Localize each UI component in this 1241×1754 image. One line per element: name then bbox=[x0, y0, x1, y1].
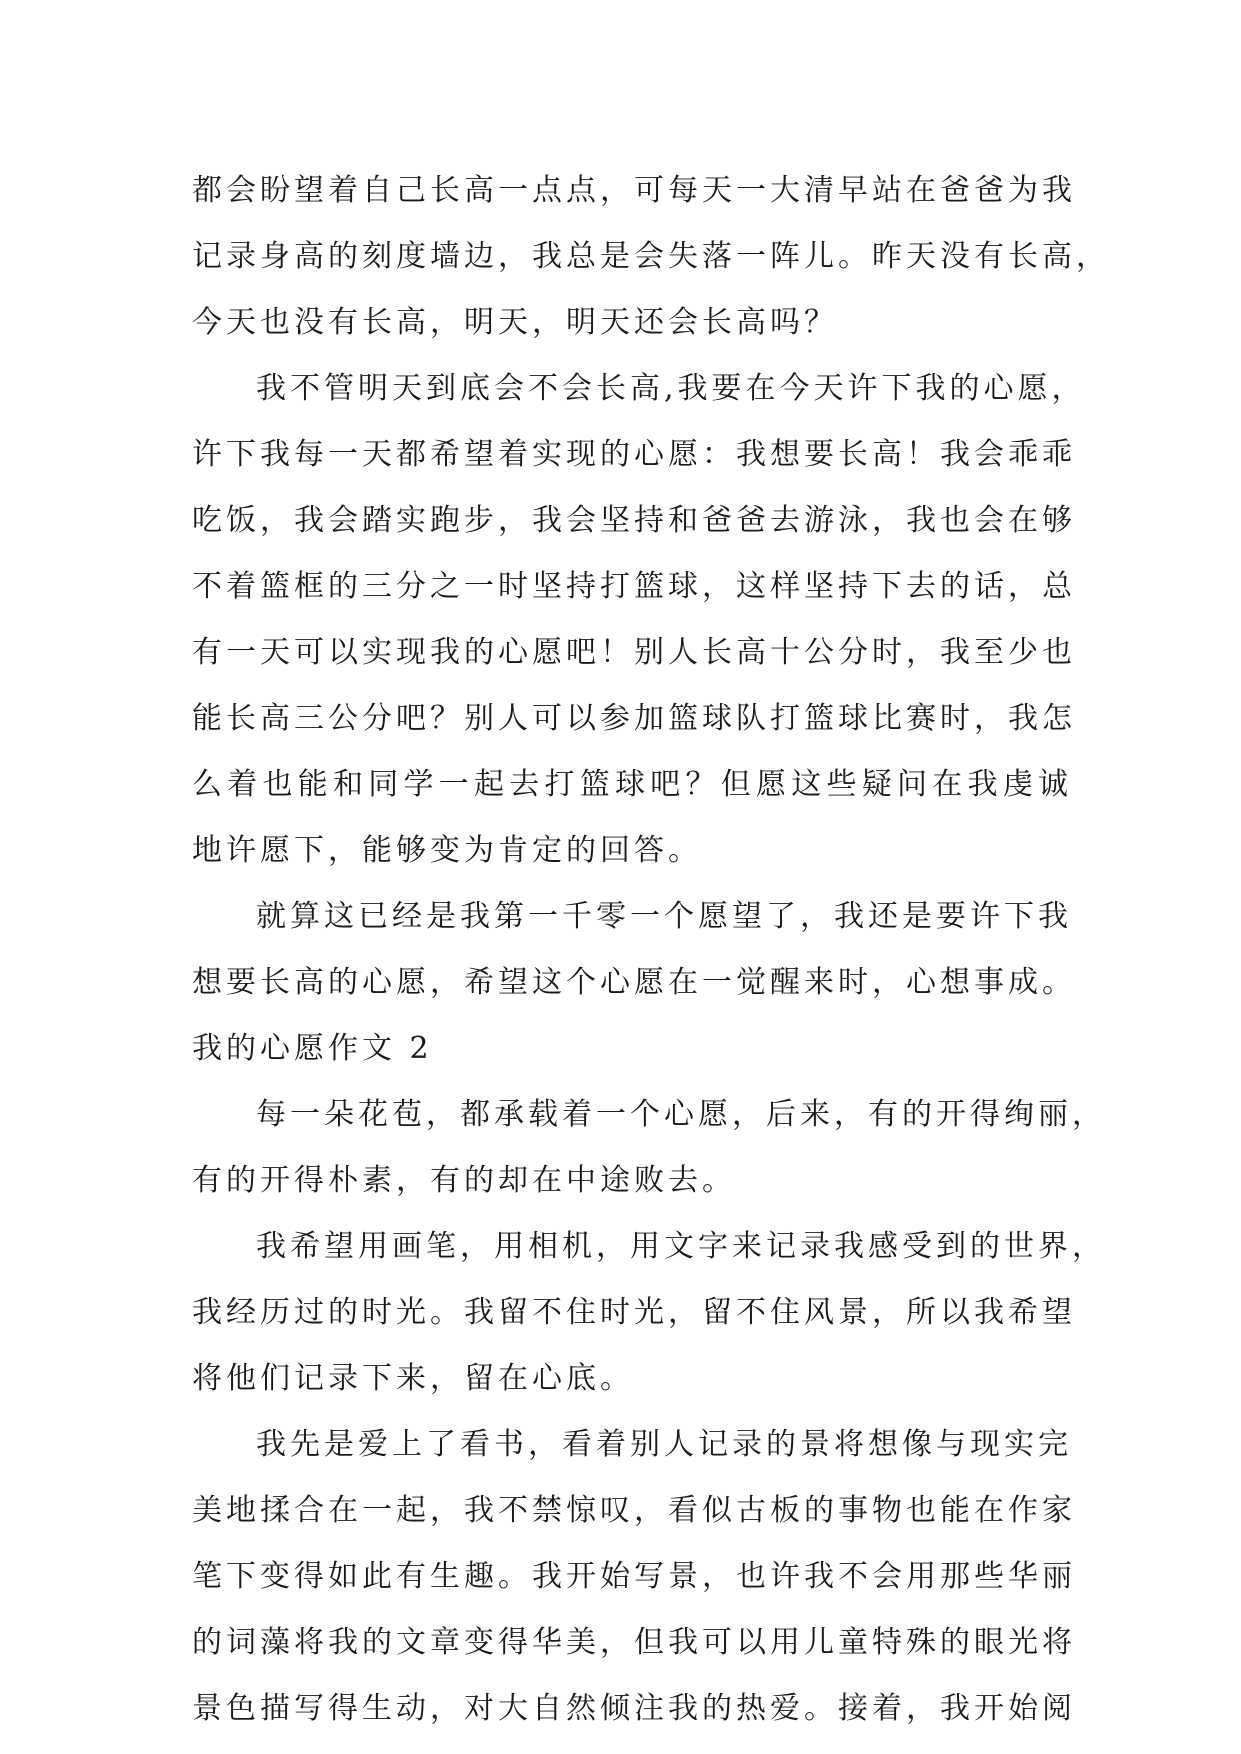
text-line-content: 将他们记录下来，留在心底。 bbox=[192, 1361, 634, 1396]
text-line-content: 的 词 藻 将 我 的 文 章 变 得 华 美 ， 但 我 可 以 用 儿 童 特 殊 的 眼 光 将 bbox=[192, 1625, 1076, 1660]
text-line-content: 景 色 描 写 得 生 动 ， 对 大 自 然 倾 注 我 的 热 爱 。 接 着 ， 我 开 始 阅 bbox=[192, 1691, 1076, 1726]
text-line-content: 我的心愿作文 2 bbox=[192, 1031, 433, 1066]
text-line bbox=[192, 1412, 1072, 1478]
text-line-content: 不 着 篮 框 的 三 分 之 一 时 坚 持 打 篮 球 ， 这 样 坚 持 下 去 的 话 ， 总 bbox=[192, 569, 1076, 604]
text-line bbox=[192, 1478, 1076, 1544]
text-line bbox=[192, 1676, 1076, 1742]
text-line-content: 许 下 我 每 一 天 都 希 望 着 实 现 的 心 愿 ： 我 想 要 长 高 ！ 我 会 乖 乖 bbox=[192, 437, 1076, 472]
text-line-content: 我 希 望 用 画 笔 ， 用 相 机 ， 用 文 字 来 记 录 我 感 受 到 的 世 界 ， bbox=[256, 1229, 1106, 1264]
text-line bbox=[192, 1610, 1076, 1676]
text-line bbox=[192, 1280, 1076, 1346]
text-line-content: 吃 饭 ， 我 会 踏 实 跑 步 ， 我 会 坚 持 和 爸 爸 去 游 泳 ， 我 也 会 在 够 bbox=[192, 503, 1076, 538]
text-line bbox=[192, 950, 1076, 1016]
text-line-content: 美 地 揉 合 在 一 起 ， 我 不 禁 惊 叹 ， 看 似 古 板 的 事 物 也 能 在 作 家 bbox=[192, 1493, 1076, 1528]
text-line-content: 有 一 天 可 以 实 现 我 的 心 愿 吧 ！ 别 人 长 高 十 公 分 时 ， 我 至 少 也 bbox=[192, 635, 1076, 670]
text-line bbox=[192, 488, 1076, 554]
text-line-content: 想 要 长 高 的 心 愿 ， 希 望 这 个 心 愿 在 一 觉 醒 来 时 ， 心 想 事 成 。 bbox=[192, 965, 1076, 1000]
text-line-content: 都 会 盼 望 着 自 己 长 高 一 点 点 ， 可 每 天 一 大 清 早 站 在 爸 爸 为 我 bbox=[192, 173, 1076, 208]
text-line bbox=[192, 224, 1110, 290]
text-line bbox=[192, 1148, 1072, 1214]
text-line bbox=[192, 818, 1072, 884]
text-line bbox=[192, 1214, 1106, 1280]
text-line-content: 我 不 管 明 天 到 底 会 不 会 长 高 , 我 要 在 今 天 许 下 我 的 心 愿 ， bbox=[256, 371, 1086, 406]
text-line-content: 地许愿下，能够变为肯定的回答。 bbox=[192, 833, 702, 868]
text-line-content: 么 着 也 能 和 同 学 一 起 去 打 篮 球 吧 ？ 但 愿 这 些 疑 问 在 我 虔 诚 bbox=[192, 767, 1072, 802]
text-line-content: 记 录 身 高 的 刻 度 墙 边 ， 我 总 是 会 失 落 一 阵 儿 。 昨 天 没 有 长 高 ， bbox=[192, 239, 1110, 274]
text-line bbox=[192, 158, 1076, 224]
text-line-content: 我 经 历 过 的 时 光 。 我 留 不 住 时 光 ， 留 不 住 风 景 ， 所 以 我 希 望 bbox=[192, 1295, 1076, 1330]
text-line bbox=[192, 1346, 1072, 1412]
text-line-content: 每 一 朵 花 苞 ， 都 承 载 着 一 个 心 愿 ， 后 来 ， 有 的 开 得 绚 丽 ， bbox=[256, 1097, 1106, 1132]
text-line-content: 我 先 是 爱 上 了 看 书 ， 看 着 别 人 记 录 的 景 将 想 像 与 现 实 完 bbox=[256, 1427, 1072, 1462]
text-line-content: 今天也没有长高，明天，明天还会长高吗？ bbox=[192, 305, 838, 340]
text-line bbox=[192, 554, 1076, 620]
text-line-content: 笔 下 变 得 如 此 有 生 趣 。 我 开 始 写 景 ， 也 许 我 不 会 用 那 些 华 丽 bbox=[192, 1559, 1076, 1594]
text-line bbox=[192, 1082, 1106, 1148]
text-line bbox=[192, 620, 1076, 686]
text-line bbox=[192, 884, 1072, 950]
text-line bbox=[192, 752, 1072, 818]
text-line-content: 就 算 这 已 经 是 我 第 一 千 零 一 个 愿 望 了 ， 我 还 是 要 许 下 我 bbox=[256, 899, 1072, 934]
text-line bbox=[192, 356, 1086, 422]
text-line bbox=[192, 1544, 1076, 1610]
text-line bbox=[192, 1016, 1072, 1082]
text-line bbox=[192, 290, 1072, 356]
text-line-content: 能 长 高 三 公 分 吧 ？ 别 人 可 以 参 加 篮 球 队 打 篮 球 比 赛 时 ， 我 怎 bbox=[192, 701, 1076, 736]
document-body bbox=[192, 158, 1110, 1742]
text-line-content: 有的开得朴素，有的却在中途败去。 bbox=[192, 1163, 736, 1198]
text-line bbox=[192, 686, 1076, 752]
text-line bbox=[192, 422, 1076, 488]
